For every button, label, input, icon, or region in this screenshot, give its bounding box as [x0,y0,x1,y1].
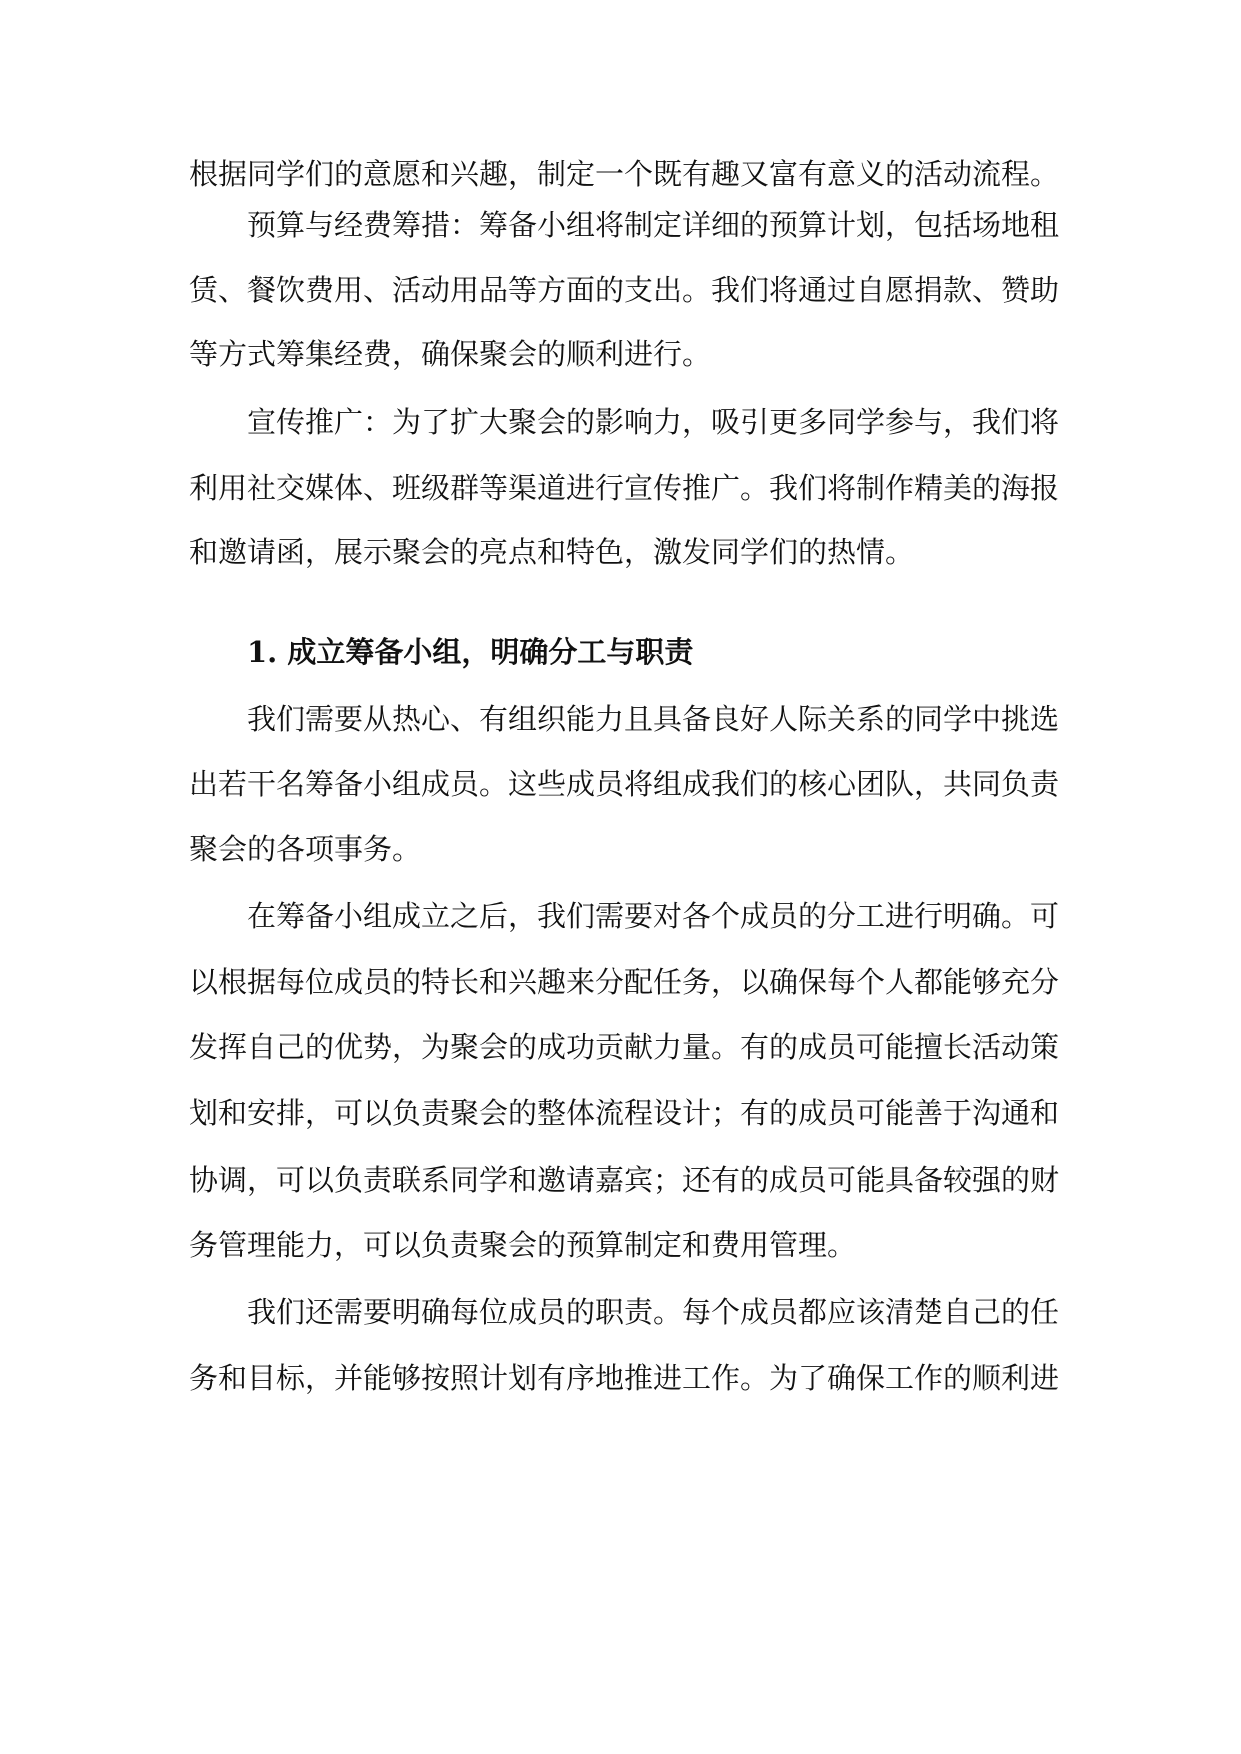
paragraph-line: 预算与经费筹措：筹备小组将制定详细的预算计划，包括场地租 [247,208,1060,242]
paragraph-line: 和邀请函，展示聚会的亮点和特色，激发同学们的热情。 [189,535,915,569]
paragraph-line: 发挥自己的优势，为聚会的成功贡献力量。有的成员可能擅长活动策 [189,1030,1060,1064]
section-heading: 1. 成立筹备小组，明确分工与职责 [247,635,694,669]
paragraph-line: 出若干名筹备小组成员。这些成员将组成我们的核心团队，共同负责 [189,767,1060,801]
paragraph-line: 等方式筹集经费，确保聚会的顺利进行。 [189,337,712,371]
paragraph-line: 我们还需要明确每位成员的职责。每个成员都应该清楚自己的任 [247,1295,1060,1329]
paragraph-line: 利用社交媒体、班级群等渠道进行宣传推广。我们将制作精美的海报 [189,471,1060,505]
paragraph-line: 聚会的各项事务。 [189,832,422,866]
paragraph-line: 宣传推广：为了扩大聚会的影响力，吸引更多同学参与，我们将 [247,405,1060,439]
paragraph-line: 在筹备小组成立之后，我们需要对各个成员的分工进行明确。可 [247,899,1060,933]
paragraph-line: 协调，可以负责联系同学和邀请嘉宾；还有的成员可能具备较强的财 [189,1163,1060,1197]
paragraph-line: 务和目标，并能够按照计划有序地推进工作。为了确保工作的顺利进 [189,1361,1060,1395]
paragraph-line: 划和安排，可以负责聚会的整体流程设计；有的成员可能善于沟通和 [189,1096,1060,1130]
paragraph-line: 以根据每位成员的特长和兴趣来分配任务，以确保每个人都能够充分 [189,965,1060,999]
paragraph-line: 我们需要从热心、有组织能力且具备良好人际关系的同学中挑选 [247,702,1060,736]
paragraph-line: 根据同学们的意愿和兴趣，制定一个既有趣又富有意义的活动流程。 [189,157,1060,191]
paragraph-line: 务管理能力，可以负责聚会的预算制定和费用管理。 [189,1228,857,1262]
paragraph-line: 赁、餐饮费用、活动用品等方面的支出。我们将通过自愿捐款、赞助 [189,273,1060,307]
